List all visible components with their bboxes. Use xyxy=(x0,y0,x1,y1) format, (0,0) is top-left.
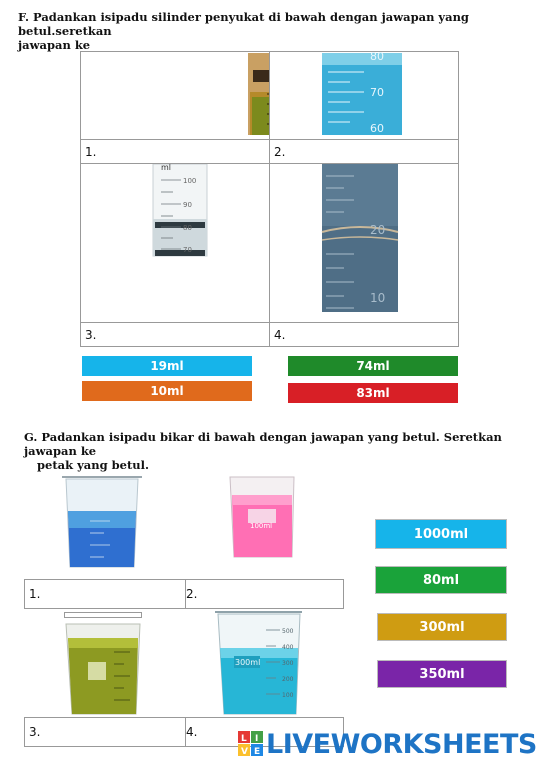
answer-label: 1000ml xyxy=(413,526,469,542)
cyl3-mark-100: 100 xyxy=(183,177,197,185)
slot-number: 1. xyxy=(85,144,97,159)
svg-text:I: I xyxy=(255,734,259,744)
liveworksheets-logo xyxy=(238,727,537,761)
beaker-rim-bar xyxy=(64,612,142,618)
beaker-image-4 xyxy=(214,608,304,716)
cyl3-mark-90: 90 xyxy=(183,201,192,209)
cylinder-image-1-cell xyxy=(81,52,270,140)
cylinder-answer-slot-3[interactable] xyxy=(81,323,270,347)
answer-10ml[interactable] xyxy=(82,381,252,401)
cylinder-image-2 xyxy=(270,52,458,135)
section-f-heading xyxy=(18,10,538,52)
cyl3-mark-80: 80 xyxy=(183,224,192,232)
svg-text:L: L xyxy=(241,734,247,744)
beaker4-mark-200: 200 xyxy=(282,676,294,683)
cylinder-answer-slot-1[interactable] xyxy=(81,140,270,164)
beaker4-label: 300ml xyxy=(235,658,261,667)
svg-text:E: E xyxy=(254,747,261,757)
cyl2-mark-60: 60 xyxy=(370,122,384,135)
answer-label: 74ml xyxy=(356,359,390,373)
beaker-slot-row-1 xyxy=(24,579,344,609)
slot-number: 1. xyxy=(29,587,41,601)
answer-19ml[interactable] xyxy=(82,356,252,376)
answer-label: 80ml xyxy=(422,572,460,588)
answer-83ml[interactable] xyxy=(288,383,458,403)
live-badge-icon xyxy=(238,731,264,757)
answer-label: 350ml xyxy=(419,666,465,682)
answer-80ml[interactable] xyxy=(375,566,507,594)
answer-74ml[interactable] xyxy=(288,356,458,376)
section-f-heading-line1: F. Padankan isipadu silinder penyukat di bawah dengan jawapan yang betul.seretkan xyxy=(18,10,469,38)
svg-text:V: V xyxy=(241,747,248,757)
logo-text: LIVEWORKSHEETS xyxy=(266,728,537,760)
slot-number: 2. xyxy=(274,144,286,159)
cyl3-unit: ml xyxy=(161,164,172,172)
beaker4-mark-300: 300 xyxy=(282,660,294,667)
cylinder-image-4-cell xyxy=(270,164,459,323)
beaker-answer-slot-1[interactable] xyxy=(25,580,186,608)
beaker2-label: 100ml xyxy=(250,522,273,530)
cyl3-mark-70: 70 xyxy=(183,246,192,254)
beaker4-mark-100: 100 xyxy=(282,692,294,699)
section-f-heading-line2: jawapan ke xyxy=(18,38,91,52)
cylinder-image-2-cell xyxy=(270,52,459,140)
answer-label: 83ml xyxy=(356,386,390,400)
answer-label: 19ml xyxy=(150,359,184,373)
section-g-heading-line2: petak yang betul. xyxy=(37,458,150,472)
cyl2-mark-70: 70 xyxy=(370,86,384,99)
section-g-heading xyxy=(24,430,539,472)
section-f-table xyxy=(80,51,459,347)
cylinder-image-1 xyxy=(81,52,269,135)
beaker4-mark-400: 400 xyxy=(282,644,294,651)
answer-1000ml[interactable] xyxy=(375,519,507,549)
cyl4-mark-10: 10 xyxy=(370,291,386,305)
cylinder-answer-slot-4[interactable] xyxy=(270,323,459,347)
answer-350ml[interactable] xyxy=(377,660,507,688)
cylinder-image-4 xyxy=(270,164,458,318)
answer-label: 300ml xyxy=(419,619,465,635)
answer-label: 10ml xyxy=(150,384,184,398)
slot-number: 2. xyxy=(186,587,198,601)
beaker4-mark-500: 500 xyxy=(282,628,294,635)
cylinder-image-3 xyxy=(81,164,269,318)
cylinder-answer-slot-2[interactable] xyxy=(270,140,459,164)
section-g-heading-line1: G. Padankan isipadu bikar di bawah dengan jawapan yang betul. Seretkan jawapan ke xyxy=(24,430,502,458)
beaker-image-2 xyxy=(226,473,298,559)
slot-number: 4. xyxy=(186,725,198,739)
cyl2-mark-80: 80 xyxy=(370,52,384,63)
beaker-image-3 xyxy=(62,620,144,716)
cylinder-image-3-cell xyxy=(81,164,270,323)
beaker-answer-slot-2[interactable] xyxy=(182,580,346,608)
slot-number: 4. xyxy=(274,327,286,342)
slot-number: 3. xyxy=(29,725,41,739)
beaker-image-1 xyxy=(60,473,144,570)
beaker-answer-slot-3[interactable] xyxy=(25,718,186,746)
cyl4-mark-20: 20 xyxy=(370,223,386,237)
answer-300ml[interactable] xyxy=(377,613,507,641)
slot-number: 3. xyxy=(85,327,97,342)
